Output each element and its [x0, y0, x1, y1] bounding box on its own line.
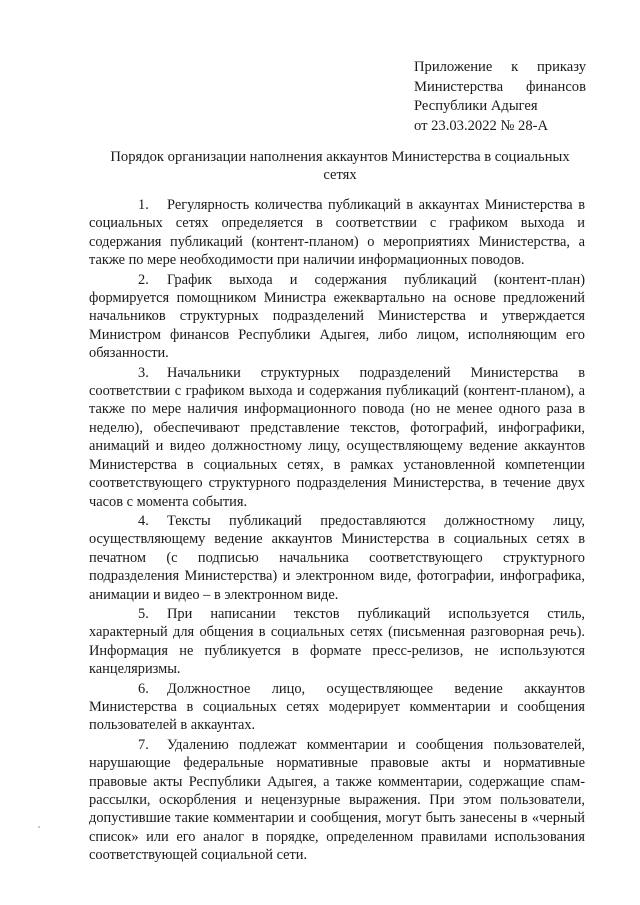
paragraph: [89, 680, 585, 735]
paragraph-text: Начальники структурных подразделений Министерства в соответствии с графиком выхода и содержания публикаций (контент-планом), а также по мере наличия информационного повода (но не менее одного раза в неделю), обеспечивают представление текстов, фотографий, инфографики, анимаций и видео должностному лицу, осуществляющему ведение аккаунтов Министерства в социальных сетях, в рамках установленной компетенции соответствующего структурного подразделения Министерства, в течение двух часов с момента события.: [89, 364, 585, 510]
paragraph-number: 4.: [138, 512, 149, 529]
paragraph-number: 3.: [138, 364, 149, 381]
appendix-line: от 23.03.2022 № 28-А: [414, 117, 549, 134]
paragraph: [89, 196, 585, 270]
paragraph-number: 7.: [138, 736, 149, 753]
scan-speck: [38, 826, 40, 828]
paragraph-text: Регулярность количества публикаций в аккаунтах Министерства в социальных сетях определяется в соответствии с графиком выхода и содержания публикаций (контент-планом) о мероприятиях Министерства, а также по мере необходимости при наличии информационных поводов.: [89, 197, 585, 269]
appendix-line: Министерства финансов: [414, 78, 586, 95]
appendix-line: Республики Адыгея: [414, 98, 538, 114]
paragraph-text: График выхода и содержания публикаций (контент-план) формируется помощником Министра ежеквартально на основе предложений начальников структурных подразделений Министерства и утверждается Министром финансов Республики Адыгея, либо лицом, исполняющим его обязанности.: [89, 271, 585, 362]
paragraph: [89, 736, 585, 865]
appendix-header: [414, 58, 586, 136]
paragraph-text: Удалению подлежат комментарии и сообщения пользователей, нарушающие федеральные нормативные правовые акты и нормативные правовые акты Республики Адыгея, а также комментарии, содержащие спам-рассылки, оскорбления и нецензурные выражения. При этом пользователи, допустившие такие комментарии и сообщения, могут быть занесены в «черный список» или его аналог в порядке, определенном правилами использования соответствующей социальной сети.: [89, 736, 585, 864]
paragraph-number: 6.: [138, 680, 149, 697]
paragraph: [89, 605, 585, 679]
paragraph-text: Должностное лицо, осуществляющее ведение аккаунтов Министерства в социальных сетях модерирует комментарии и сообщения пользователей в аккаунтах.: [89, 680, 585, 734]
paragraph-number: 5.: [138, 605, 149, 622]
paragraph: [89, 364, 585, 511]
document-title: Порядок организации наполнения аккаунтов Министерства в социальных сетях: [110, 149, 570, 183]
paragraph-text: Тексты публикаций предоставляются должностному лицу, осуществляющему ведение аккаунтов Министерства в социальных сетях в печатном (с подписью начальника соответствующего структурного подразделения Министерства) и электронном виде, фотографии, инфографика, анимации и видео – в электронном виде.: [89, 512, 585, 603]
paragraph-text: При написании текстов публикаций используется стиль, характерный для общения в социальных сетях (письменная разговорная речь). Информация не публикуется в формате пресс-релизов, не используются канцеляризмы.: [89, 605, 585, 678]
paragraph-number: 1.: [138, 197, 149, 213]
paragraph: [89, 271, 585, 363]
document-body: [89, 196, 585, 866]
appendix-line: Приложение к приказу: [414, 59, 586, 75]
paragraph-number: 2.: [138, 271, 149, 288]
paragraph: [89, 512, 585, 604]
